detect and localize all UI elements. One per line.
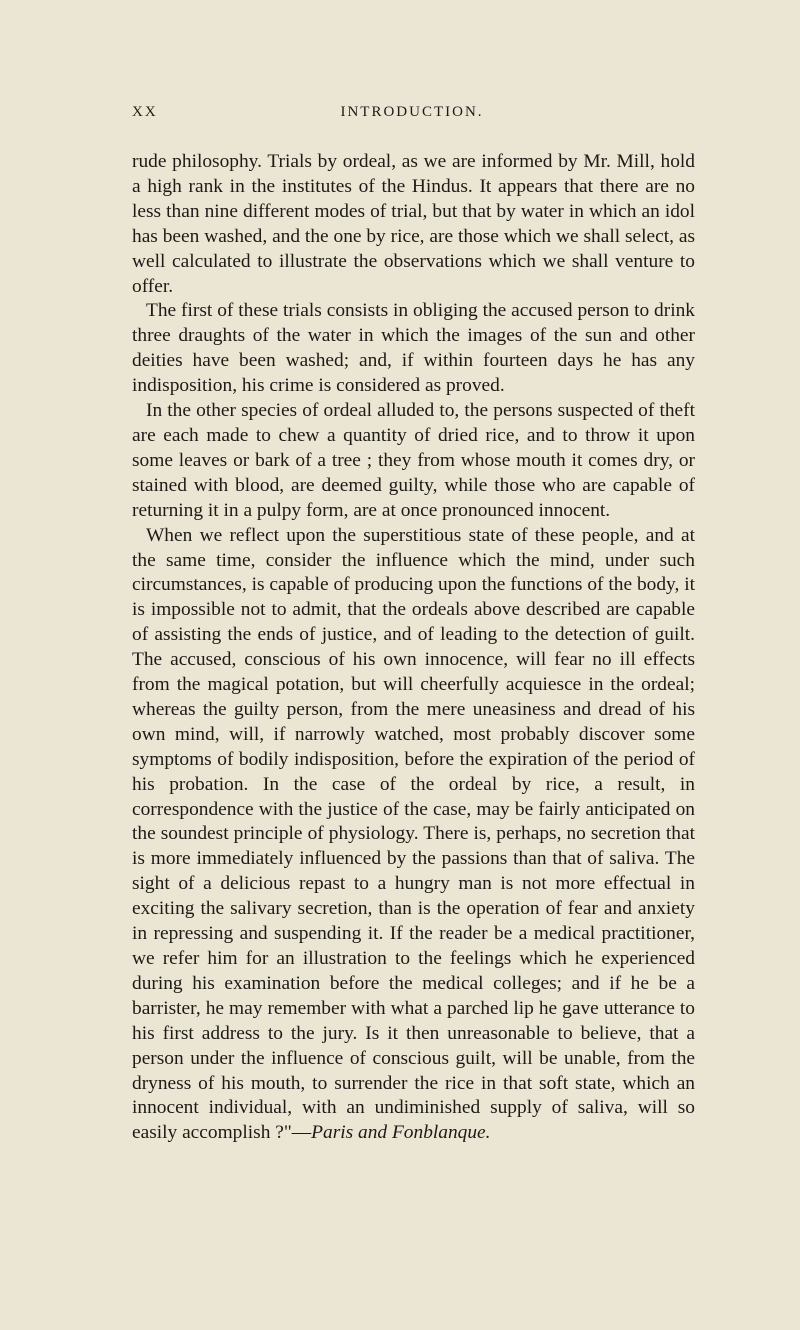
page-header (132, 104, 692, 130)
body-text (132, 150, 695, 1146)
citation-attribution: Paris and Fonblanque. (311, 1122, 491, 1144)
page-number: XX (132, 104, 158, 120)
running-title: INTRODUCTION. (340, 104, 484, 120)
paragraph-1: rude philosophy. Trials by ordeal, as we are informed by Mr. Mill, hold a high rank in the institutes of the Hindus. It appears that there are no less than nine different modes of trial, but that by water in which an idol has been washed, and the one by rice, are those which we shall select, as well calculated to illustrate the observations which we shall venture to offer. (132, 151, 695, 297)
paragraph-4-text: When we reflect upon the superstitious state of these people, and at the same time, consider the influence which the mind, under such circumstances, is capable of producing upon the functions of the body, it is impossible not to admit, that the ordeals above described are capable of assisting the ends of justice, and of leading to the detection of guilt. The accused, conscious of his own innocence, will fear no ill effects from the magical potation, but will cheerfully acquiesce in the ordeal; whereas the guilty person, from the mere uneasiness and dread of his own mind, will, if narrowly watched, most probably discover some symptoms of bodily indisposition, before the expiration of the period of his probation. In the case of the ordeal by rice, a result, in correspondence with the justice of the case, may be fairly anticipated on the soundest principle of physiology. There is, perhaps, no secretion that is more immediately influenced by the passions than that of saliva. The sight of a delicious repast to a hungry man is not more effectual in exciting the salivary secretion, than is the operation of fear and anxiety in repressing and suspending it. If the reader be a medical practitioner, we refer him for an illustration to the feelings which he experienced during his examination before the medical colleges; and if he be a barrister, he may remember with what a parched lip he gave utterance to his first address to the jury. Is it then unreasonable to believe, that a person under the influence of conscious guilt, will be unable, from the dryness of his mouth, to surrender the rice in that soft state, which an innocent individual, with an undiminished supply of saliva, will so easily accomplish ?"— (132, 524, 695, 1144)
paragraph-3: In the other species of ordeal alluded to, the persons suspected of theft are each made to chew a quantity of dried rice, and to throw it upon some leaves or bark of a tree ; they from whose mouth it comes dry, or stained with blood, are deemed guilty, while those who are capable of returning it in a pulpy form, are at once pronounced innocent. (132, 400, 695, 521)
paragraph-4 (132, 524, 695, 1147)
paragraph-2: The first of these trials consists in obliging the accused person to drink three draughts of the water in which the images of the sun and other deities have been washed; and, if within fourteen days he has any indisposition, his crime is considered as proved. (132, 300, 695, 397)
